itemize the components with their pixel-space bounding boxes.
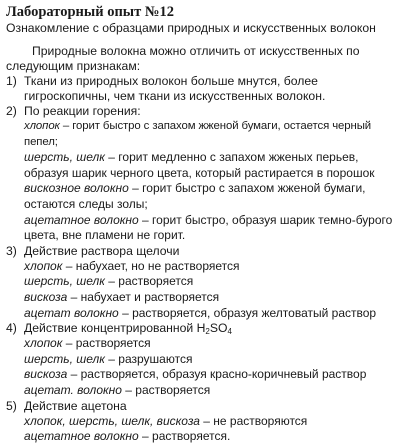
section-number: 5) (6, 398, 17, 413)
fiber-description: – горит медленно с запахом жженых перьев, образуя шарик черного цвета, который растирается в порошок (24, 150, 375, 180)
fiber-term: ацетат волокно (24, 305, 119, 320)
section-number: 1) (6, 74, 17, 88)
section-1 (6, 74, 395, 104)
section-3 (6, 244, 395, 321)
list-item (6, 119, 395, 150)
fiber-description: – горит быстро с запахом жженой бумаги, остаются следы золы; (24, 181, 366, 211)
fiber-description: – растворяется (62, 336, 151, 351)
subscript: 2 (205, 327, 210, 337)
section-4 (6, 321, 395, 398)
page-subtitle: Ознакомление с образцами природных и искусственных волокон (6, 21, 376, 35)
fiber-term: ацетатное волокно (24, 429, 139, 444)
list-item (6, 181, 395, 212)
fiber-description: – горит быстро с запахом жженой бумаги, остается черный пепел; (24, 120, 372, 148)
list-item (6, 383, 395, 399)
section-heading: Действие ацетона (24, 398, 127, 413)
list-item (6, 367, 395, 383)
fiber-description: – растворяется, образуя желтоватый раствор (118, 305, 377, 320)
section-heading: По реакции горения: (24, 104, 141, 118)
list-item (6, 259, 395, 275)
subscript: 4 (227, 327, 232, 337)
section-number: 4) (6, 321, 17, 336)
list-item (6, 306, 395, 322)
fiber-term: ацетат. волокно (24, 382, 122, 397)
fiber-term: хлопок (24, 336, 63, 351)
fiber-description: – набухает, но не растворяется (62, 258, 240, 273)
list-item (6, 213, 395, 244)
fiber-term: шерсть, шелк (24, 274, 105, 289)
fiber-term: хлопок, шерсть, шелк, вискоза (24, 413, 200, 428)
fiber-description: – разрушаются (104, 351, 193, 366)
fiber-term: хлопок (24, 258, 63, 273)
section-number: 3) (6, 243, 17, 258)
page-title: Лабораторный опыт №12 (6, 4, 174, 20)
list-item (6, 414, 395, 430)
intro-paragraph: Природные волокна можно отличить от искусственных по следующим признакам: (6, 44, 360, 73)
fiber-description: – растворяется. (138, 429, 231, 444)
list-item (6, 352, 395, 368)
fiber-description: – растворяется (121, 382, 211, 397)
fiber-term: шерсть, шелк (24, 351, 105, 366)
list-item (6, 336, 395, 352)
list-item (6, 150, 395, 181)
fiber-description: – горит быстро, образуя шарик темно-бурого цвета, вне пламени не горит. (24, 212, 393, 243)
fiber-term: хлопок (24, 120, 60, 132)
list-item (6, 429, 395, 445)
list-item (6, 290, 395, 306)
section-number: 2) (6, 104, 17, 118)
fiber-term: вискоза (24, 367, 68, 382)
fiber-term: вискозное волокно (24, 181, 129, 196)
fiber-term: вискоза (24, 289, 68, 304)
fiber-description: – набухает и растворяется (67, 289, 220, 304)
section-5 (6, 399, 395, 445)
fiber-term: ацетатное волокно (24, 212, 139, 227)
fiber-term: шерсть, шелк (24, 150, 105, 165)
fiber-description: – растворяется (104, 274, 194, 289)
list-item (6, 274, 395, 290)
fiber-description: – растворяется, образуя красно-коричневый раствор (67, 367, 367, 382)
section-2 (6, 104, 395, 244)
section-heading: Действие раствора щелочи (24, 243, 180, 258)
section-text: Ткани из природных волокон больше мнутся, более гигроскопичны, чем ткани из искусственных волокон. (24, 74, 326, 103)
section-heading: Действие концентрированной $H_2SO_4$ (24, 321, 232, 337)
fiber-description: – не растворяются (199, 413, 308, 428)
